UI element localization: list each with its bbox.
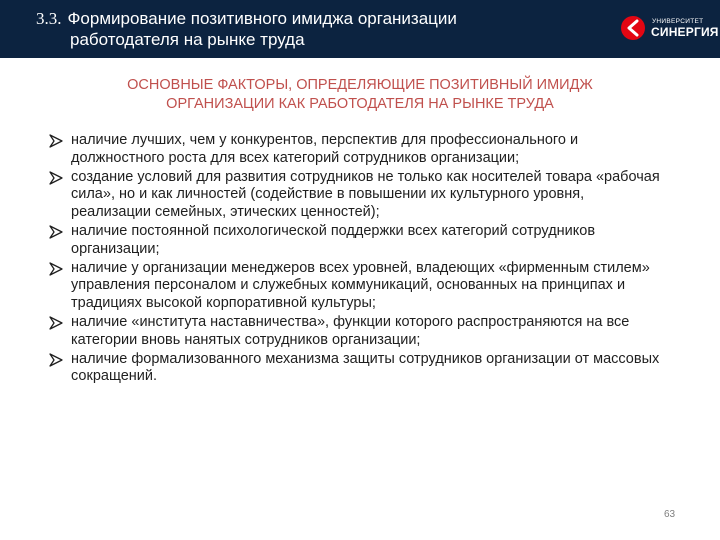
list-item (48, 314, 660, 350)
logo-big-text: СИНЕРГИЯ (651, 25, 719, 39)
arrow-bullet-icon (48, 224, 64, 240)
arrow-bullet-icon (48, 170, 64, 186)
heading-line-1: ОСНОВНЫЕ ФАКТОРЫ, ОПРЕДЕЛЯЮЩИЕ ПОЗИТИВНЫЙ ИМИДЖ (127, 77, 593, 93)
list-item-text: наличие формализованного механизма защиты сотрудников организации от массовых сокращений. (71, 350, 660, 385)
page-number: 63 (664, 509, 676, 520)
list-item-text: наличие лучших, чем у конкурентов, перспектив для профессионального и должностного роста для всех категорий сотрудников организации; (71, 132, 579, 166)
synergy-logo-icon (620, 15, 646, 41)
list-item-text: создание условий для развития сотрудников не только как носителей товара «рабочая сила», но и как личностей (содействие в повышении их культурного уровня, реализации семейных, этических ценностей); (71, 168, 660, 221)
logo-small-text: УНИВЕРСИТЕТ (652, 18, 704, 25)
slide-heading (40, 76, 680, 114)
list-item (48, 351, 660, 387)
header-bar (0, 0, 720, 58)
list-item-text: наличие «института наставничества», функции которого распространяются на все категории вновь нанятых сотрудников организации; (71, 313, 630, 348)
slide-title (36, 8, 556, 50)
arrow-bullet-icon (48, 352, 64, 368)
list-item (48, 260, 660, 313)
title-line-1: Формирование позитивного имиджа организации (67, 9, 457, 28)
list-item (48, 132, 660, 168)
list-item-text: наличие постоянной психологической поддержки всех категорий сотрудников организации; (71, 222, 596, 257)
heading-line-2: ОРГАНИЗАЦИИ КАК РАБОТОДАТЕЛЯ НА РЫНКЕ ТРУДА (166, 96, 554, 112)
list-item-text: наличие у организации менеджеров всех уровней, владеющих «фирменным стилем» управления персоналом и служебных коммуникаций, основанных на принципах и традициях высокой корпоративной культуры; (71, 259, 650, 312)
arrow-bullet-icon (48, 315, 64, 331)
synergy-logo (620, 14, 719, 44)
section-number: 3.3. (36, 9, 62, 28)
list-item (48, 223, 660, 259)
factors-list (48, 132, 660, 387)
arrow-bullet-icon (48, 261, 64, 277)
arrow-bullet-icon (48, 133, 64, 149)
list-item (48, 169, 660, 222)
title-line-2: работодателя на рынке труда (70, 30, 305, 49)
